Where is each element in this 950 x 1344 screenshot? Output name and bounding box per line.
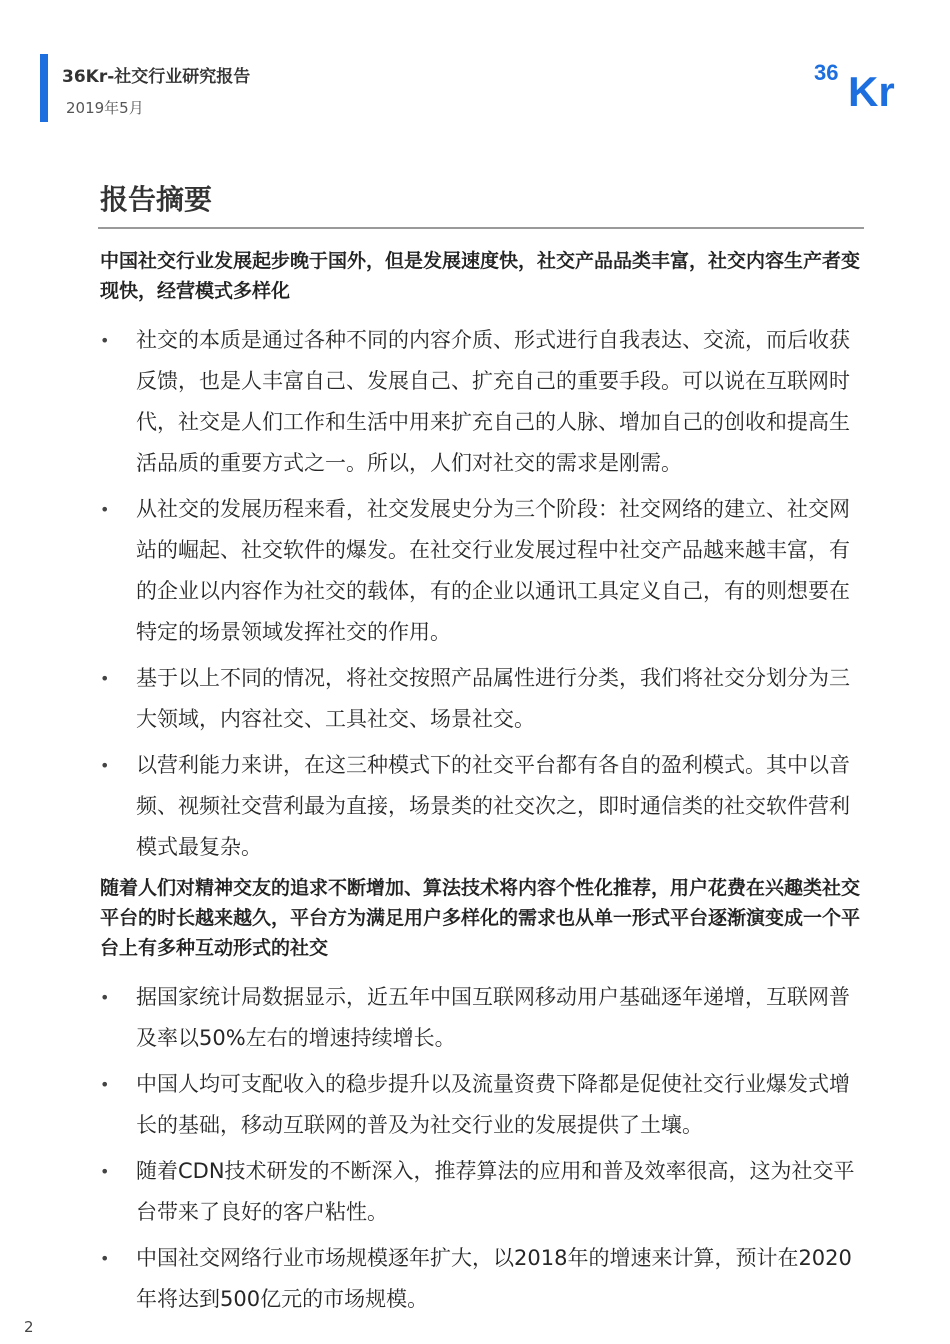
bullet-list-1: [100, 320, 860, 868]
summary-content: [100, 240, 860, 1325]
logo-text-36: 36: [814, 60, 839, 85]
bullet-text: 从社交的发展历程来看，社交发展史分为三个阶段：社交网络的建立、社交网站的崛起、社交软件的爆发。在社交行业发展过程中社交产品越来越丰富，有的企业以内容作为社交的载体，有的企业以通讯工具定义自己，有的则想要在特定的场景领域发挥社交的作用。: [136, 497, 850, 644]
bullet-dot: •: [100, 500, 110, 519]
header-accent-bar: [40, 54, 48, 122]
bullet-text: 中国人均可支配收入的稳步提升以及流量资费下降都是促使社交行业爆发式增长的基础，移动互联网的普及为社交行业的发展提供了土壤。: [136, 1072, 850, 1137]
list-item: [100, 1151, 860, 1233]
report-title: 36Kr-社交行业研究报告: [62, 67, 251, 87]
bullet-dot: •: [100, 1249, 110, 1268]
section-title: 报告摘要: [100, 183, 213, 216]
bullet-dot: •: [100, 756, 110, 775]
list-item: [100, 1064, 860, 1146]
bullet-dot: •: [100, 1075, 110, 1094]
list-item: [100, 745, 860, 868]
title-divider: [98, 227, 864, 229]
bullet-list-2: [100, 977, 860, 1320]
page-number: 2: [24, 1318, 34, 1336]
list-item: [100, 1238, 860, 1320]
bullet-dot: •: [100, 669, 110, 688]
logo-text-kr: Kr: [848, 68, 895, 110]
brand-logo: [812, 58, 916, 110]
bullet-dot: •: [100, 1162, 110, 1181]
bullet-text: 随着CDN技术研发的不断深入，推荐算法的应用和普及效率很高，这为社交平台带来了良好的客户粘性。: [136, 1159, 855, 1224]
bullet-dot: •: [100, 988, 110, 1007]
list-item: [100, 977, 860, 1059]
list-item: [100, 658, 860, 740]
lead-heading-2: 随着人们对精神交友的追求不断增加、算法技术将内容个性化推荐，用户花费在兴趣类社交平台的时长越来越久，平台方为满足用户多样化的需求也从单一形式平台逐渐演变成一个平台上有多种互动形式的社交: [100, 877, 861, 959]
bullet-text: 社交的本质是通过各种不同的内容介质、形式进行自我表达、交流，而后收获反馈，也是人丰富自己、发展自己、扩充自己的重要手段。可以说在互联网时代，社交是人们工作和生活中用来扩充自己的人脉、增加自己的创收和提高生活品质的重要方式之一。所以，人们对社交的需求是刚需。: [136, 328, 850, 475]
list-item: [100, 489, 860, 653]
bullet-text: 中国社交网络行业市场规模逐年扩大，以2018年的增速来计算，预计在2020年将达到500亿元的市场规模。: [136, 1246, 852, 1311]
bullet-text: 基于以上不同的情况，将社交按照产品属性进行分类，我们将社交分划分为三大领域，内容社交、工具社交、场景社交。: [136, 666, 850, 731]
lead-heading-1: 中国社交行业发展起步晚于国外，但是发展速度快，社交产品品类丰富，社交内容生产者变现快，经营模式多样化: [100, 250, 861, 302]
bullet-dot: •: [100, 331, 110, 350]
bullet-text: 以营利能力来讲，在这三种模式下的社交平台都有各自的盈利模式。其中以音频、视频社交营利最为直接，场景类的社交次之，即时通信类的社交软件营利模式最复杂。: [136, 753, 850, 859]
report-date: 2019年5月: [66, 99, 144, 117]
list-item: [100, 320, 860, 484]
bullet-text: 据国家统计局数据显示，近五年中国互联网移动用户基础逐年递增，互联网普及率以50%左右的增速持续增长。: [136, 985, 850, 1050]
